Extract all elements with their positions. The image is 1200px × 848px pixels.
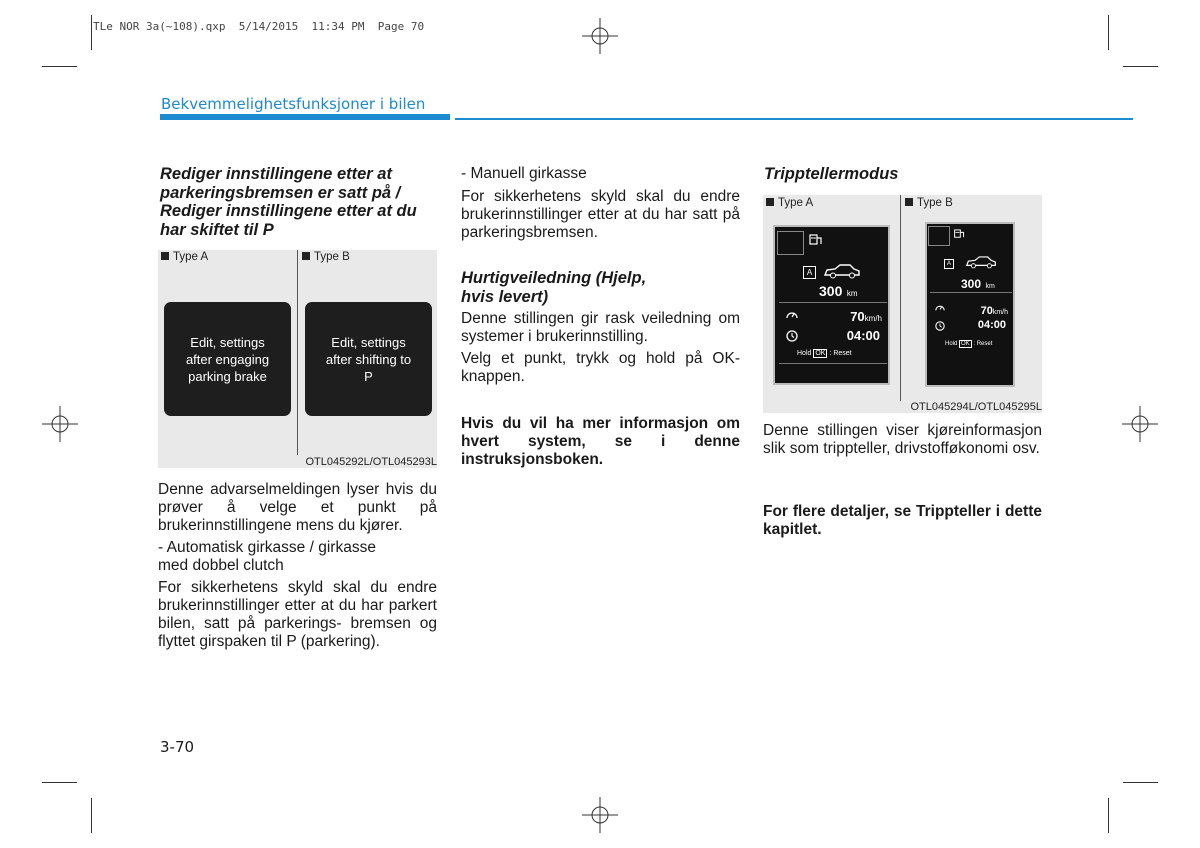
menu-box-icon: [928, 226, 950, 246]
crop-mark: [1123, 66, 1158, 67]
body-paragraph: Denne stillingen viser kjøreinformasjon slik som trippteller, drivstofføkonomi osv.: [763, 422, 1042, 457]
crop-mark: [1108, 15, 1109, 50]
trip-distance-readout: 300 km: [819, 283, 858, 299]
square-bullet-icon: [302, 252, 310, 260]
menu-box-icon: [777, 231, 804, 255]
square-bullet-icon: [905, 198, 913, 206]
body-paragraph: Denne stillingen gir rask veiledning om systemer i brukerinnstilling.: [461, 310, 740, 345]
reset-hint: Hold OK : Reset: [945, 341, 993, 347]
average-speed-readout: 70km/h: [980, 305, 1008, 317]
trip-mode-badge: A: [944, 259, 954, 269]
cluster-separator: [779, 363, 887, 364]
warning-message: Edit, settings after shifting to P: [325, 334, 412, 384]
drive-time-readout: 04:00: [977, 319, 1006, 331]
section-heading: Hurtigveiledning (Hjelp, hvis levert): [461, 269, 647, 306]
body-paragraph: For sikkerhetens skyld skal du endre brukerinnstillinger etter at du har parkert bilen, satt på parkerings- bremsen og flyttet girspaken til P (parkering).: [158, 579, 437, 650]
car-icon: [823, 263, 861, 279]
header-rule: [455, 118, 1133, 120]
square-bullet-icon: [766, 198, 774, 206]
page-number: 3-70: [160, 738, 195, 756]
registration-mark-icon: [582, 18, 618, 54]
crop-mark: [91, 798, 92, 833]
crop-mark: [1123, 782, 1158, 783]
average-speed-readout: 70km/h: [850, 309, 882, 324]
body-paragraph: Denne advarselmeldingen lyser hvis du prøver å velge et punkt på brukerinnstillingene mens du kjører.: [158, 481, 437, 534]
header-rule: [160, 114, 450, 120]
warning-panel-type-b: [305, 302, 432, 416]
registration-mark-icon: [42, 406, 78, 442]
figure-divider: [297, 250, 298, 455]
warning-message: Edit, settings after engaging parking brake: [185, 334, 270, 384]
clock-icon: [935, 321, 945, 331]
crop-mark: [42, 66, 77, 67]
car-icon: [965, 255, 997, 269]
figure-code: OTL045294L/OTL045295L: [910, 401, 1042, 413]
cluster-display-type-a: [773, 225, 890, 385]
crop-mark: [91, 15, 92, 50]
body-paragraph: For sikkerhetens skyld skal du endre brukerinnstillinger etter at du har satt på parkeringsbremsen.: [461, 188, 740, 241]
figure-trip-computer: [763, 195, 1042, 413]
figure-code: OTL045292L/OTL045293L: [305, 456, 437, 468]
list-item: - Manuell girkasse: [461, 165, 587, 182]
section-heading: Rediger innstillingene etter at parkeringsbremsen er satt på / Rediger innstillingene etter at du har skiftet til P: [160, 165, 417, 239]
speedometer-icon: [785, 308, 799, 320]
figure-type-b-label: Type B: [905, 197, 953, 209]
list-item: - Automatisk girkasse / girkasse med dobbel clutch: [158, 539, 376, 574]
crop-mark: [42, 782, 77, 783]
trip-distance-readout: 300 km: [961, 277, 995, 291]
figure-warning-messages: [158, 250, 437, 468]
trip-mode-badge: A: [803, 266, 816, 279]
print-slug: TLe NOR 3a(~108).qxp 5/14/2015 11:34 PM Page 70: [93, 20, 425, 33]
body-paragraph: Velg et punkt, trykk og hold på OK-knappen.: [461, 350, 740, 385]
crop-mark: [1108, 798, 1109, 833]
trip-menu-icon: [808, 233, 824, 247]
cluster-separator: [779, 302, 887, 303]
trip-menu-icon: [953, 228, 966, 240]
section-header: Bekvemmelighetsfunksjoner i bilen: [161, 95, 426, 113]
bold-note: For flere detaljer, se Trippteller i dette kapitlet.: [763, 503, 1042, 538]
reset-hint: Hold OK : Reset: [797, 350, 852, 357]
figure-type-b-label: Type B: [302, 251, 350, 263]
bold-note: Hvis du vil ha mer informasjon om hvert system, se i denne instruksjonsboken.: [461, 415, 740, 468]
square-bullet-icon: [161, 252, 169, 260]
section-heading: Tripptellermodus: [764, 165, 899, 183]
figure-type-a-label: Type A: [766, 197, 813, 209]
drive-time-readout: 04:00: [846, 328, 880, 343]
speedometer-icon: [934, 302, 946, 312]
cluster-display-type-b: [925, 222, 1015, 387]
figure-type-a-label: Type A: [161, 251, 208, 263]
clock-icon: [786, 330, 798, 342]
cluster-separator: [930, 292, 1012, 293]
registration-mark-icon: [582, 797, 618, 833]
registration-mark-icon: [1122, 406, 1158, 442]
figure-divider: [900, 195, 901, 401]
warning-panel-type-a: [164, 302, 291, 416]
